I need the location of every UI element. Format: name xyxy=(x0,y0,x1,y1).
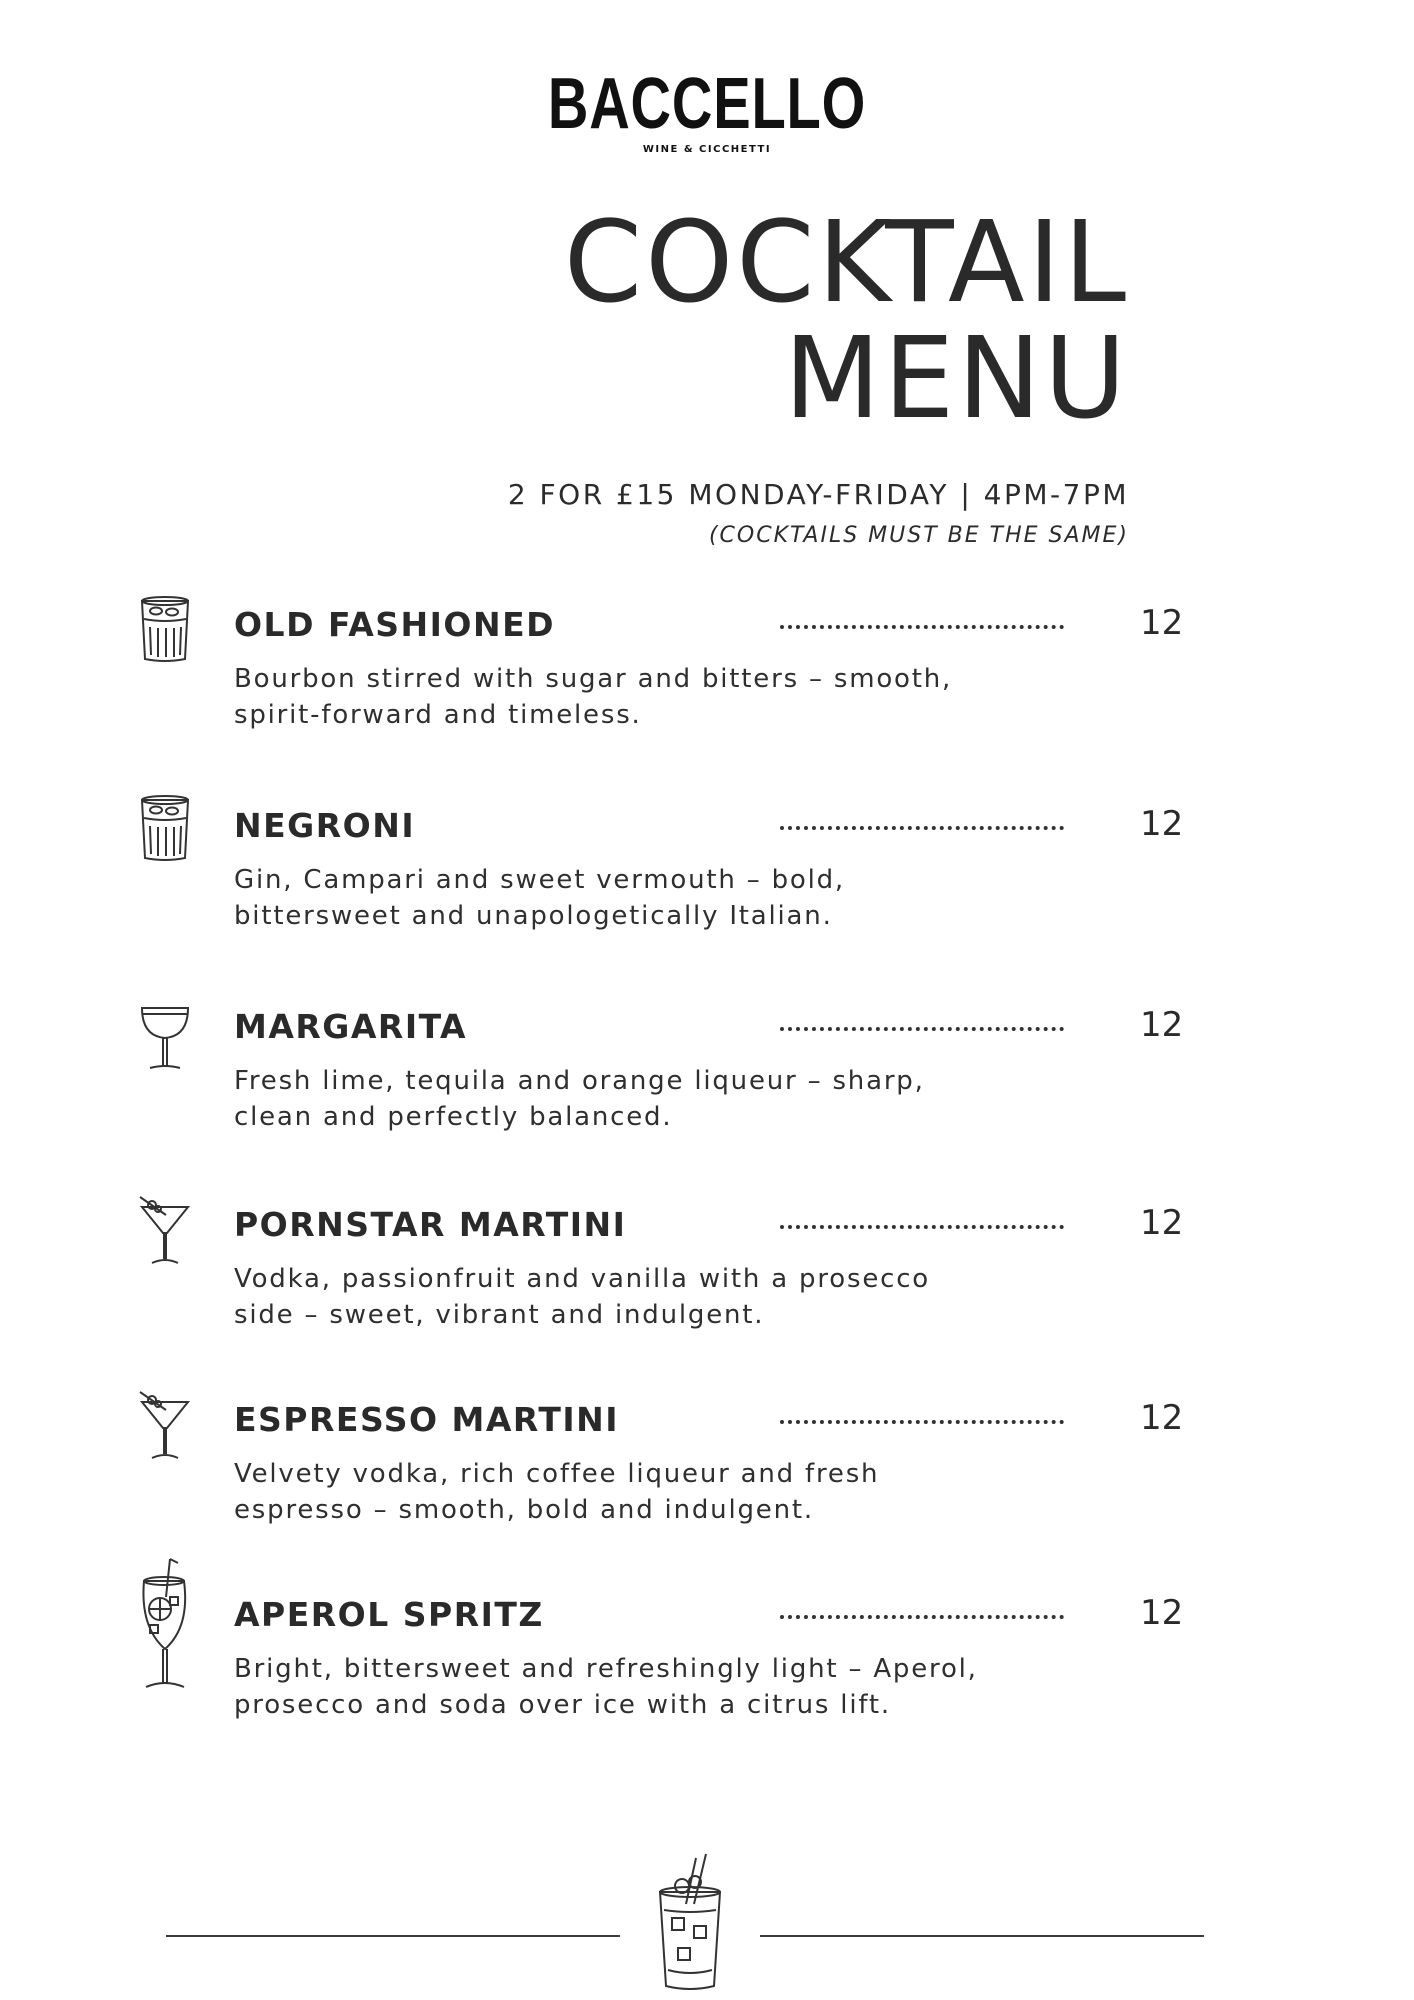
offer-note: (COCKTAILS MUST BE THE SAME) xyxy=(708,523,1129,548)
rocks-glass-icon xyxy=(136,593,194,665)
title-line-1: COCKTAIL xyxy=(563,198,1129,328)
price-leader xyxy=(780,1615,1064,1619)
item-price: 12 xyxy=(1140,1593,1184,1633)
price-leader xyxy=(780,1027,1064,1031)
item-name: ESPRESSO MARTINI xyxy=(234,1400,620,1439)
price-leader xyxy=(780,625,1064,629)
brand-name: BACCELLO xyxy=(547,64,867,144)
item-price: 12 xyxy=(1140,1005,1184,1045)
price-leader xyxy=(780,1225,1064,1229)
item-price: 12 xyxy=(1140,804,1184,844)
item-price: 12 xyxy=(1140,1398,1184,1438)
item-price: 12 xyxy=(1140,603,1184,643)
highball-glass-icon xyxy=(650,1852,730,1994)
coupe-glass-icon xyxy=(136,1004,194,1072)
item-description: Fresh lime, tequila and orange liqueur – sharp, clean and perfectly balanced. xyxy=(234,1066,925,1132)
price-leader xyxy=(780,1420,1064,1424)
price-leader xyxy=(780,826,1064,830)
item-description: Bright, bittersweet and refreshingly light – Aperol, prosecco and soda over ice with a citrus lift. xyxy=(234,1654,978,1720)
item-price: 12 xyxy=(1140,1203,1184,1243)
title-line-2: MENU xyxy=(783,314,1129,444)
martini-glass-icon xyxy=(136,1388,194,1462)
page-title xyxy=(563,198,1129,444)
brand-tagline: WINE & CICCHETTI xyxy=(642,144,772,155)
offer-text: 2 FOR £15 MONDAY-FRIDAY | 4PM-7PM xyxy=(507,478,1129,511)
item-name: MARGARITA xyxy=(234,1007,468,1046)
brand-logo xyxy=(0,64,1414,155)
footer-divider-left xyxy=(166,1935,620,1937)
item-description: Vodka, passionfruit and vanilla with a prosecco side – sweet, vibrant and indulgent. xyxy=(234,1264,931,1330)
spritz-glass-icon xyxy=(136,1557,194,1693)
martini-glass-icon xyxy=(136,1193,194,1267)
rocks-glass-icon xyxy=(136,792,194,864)
item-name: PORNSTAR MARTINI xyxy=(234,1205,627,1244)
item-name: NEGRONI xyxy=(234,806,416,845)
item-description: Gin, Campari and sweet vermouth – bold, bittersweet and unapologetically Italian. xyxy=(234,865,845,931)
item-name: OLD FASHIONED xyxy=(234,605,556,644)
footer-divider-right xyxy=(760,1935,1204,1937)
item-name: APEROL SPRITZ xyxy=(234,1595,544,1634)
item-description: Velvety vodka, rich coffee liqueur and fresh espresso – smooth, bold and indulgent. xyxy=(234,1459,880,1525)
item-description: Bourbon stirred with sugar and bitters – smooth, spirit-forward and timeless. xyxy=(234,664,953,730)
